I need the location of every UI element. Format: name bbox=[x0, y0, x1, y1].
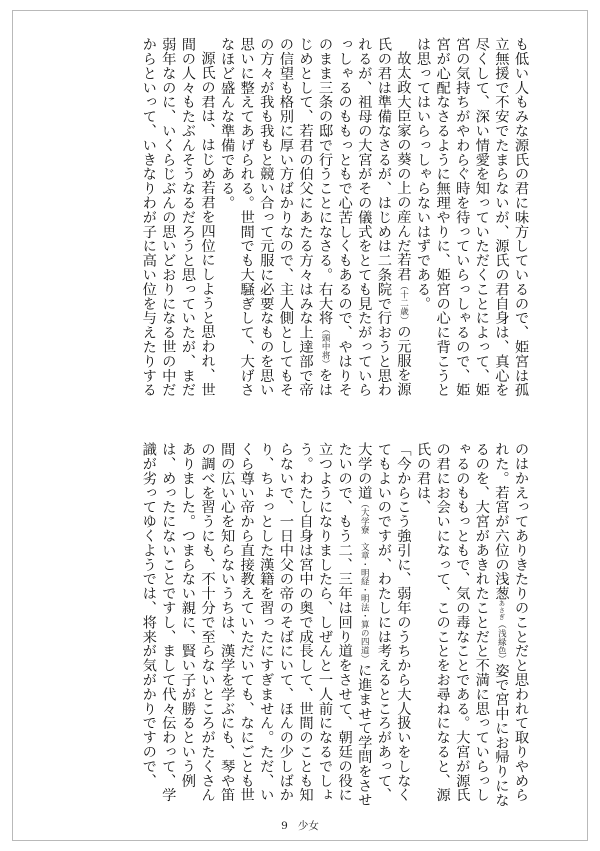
paragraph bbox=[412, 442, 530, 812]
paragraph bbox=[138, 37, 216, 407]
upper-text-block bbox=[76, 37, 530, 407]
ruby-annotation: あさぎ bbox=[497, 600, 506, 621]
inline-note: （頭中将） bbox=[320, 325, 331, 368]
chapter-title: 少女 bbox=[297, 820, 319, 832]
inline-note: （大学寮 文章・明経・明法・算の四道） bbox=[359, 499, 370, 664]
page-footer bbox=[0, 820, 600, 832]
paragraph-text: をはじめとして、若君の伯父にあたる方々はみな上達部で帝の信望も格別に厚い方ばかりなので、主人側としてもその方々が我も我もと競い合って元服に必要なものを思い思いに整えてあげられる。世間でも大騒ぎして、大げさなほど盛んな準備である。 bbox=[219, 37, 334, 397]
paragraph bbox=[138, 442, 412, 812]
paragraph-text: 故太政大臣家の葵の上の産んだ若君 bbox=[395, 51, 412, 282]
paragraph-text: のはかえってありきたりのことだと思われて取りやめられた。若宮が六位の浅葱 bbox=[493, 442, 529, 802]
inline-note: （浅緑色） bbox=[496, 620, 507, 664]
inline-note: （十二歳） bbox=[398, 281, 409, 325]
paragraph-text: 源氏の君は、はじめ若君を四位にしようと思われ、世間の人々もたぶんそうなるだろうと思っていたが、まだ弱年なのに、いくらじぶんの思いどおりになる世の中だからといって、いきなりわが子に高い位を与えたりする bbox=[140, 37, 216, 397]
paragraph bbox=[217, 37, 413, 407]
lower-text-block bbox=[76, 442, 530, 812]
paragraph bbox=[412, 37, 530, 407]
paragraph-text: 姿で宮中にお帰りになるのを、大宮があきれたことだと不満に思っていらっしゃるのももっともで、気の毒なことである。大宮が源氏の君にお会いになって、このことをお尋ねになると、源氏の君は、 bbox=[415, 442, 510, 808]
paragraph-text: 「今からこう強引に、弱年のうちから大人扱いをしなくてもよいのですが、わたしには考えるところがあって、大学の道 bbox=[356, 442, 412, 802]
paragraph-text: に進ませて学問をさせたいので、もう二、三年は回り道をさせて、朝廷の役に立つようになりましたら、しぜんと一人前になるでしょう。わたし自身は宮中の奥で成長して、世間のことも知らないで、一日中父の帝のそばにいて、ほんの少しばかり、ちょっとした漢籍を習ったにすぎません。ただ、いくら尊い帝から直接教えていただいても、なにごとも世間の広い心を知らないうちは、漢学を学ぶにも、琴や笛の調べを習うにも、不十分で至らないところがたくさんありました。つまらない親に、賢い子が勝るという例は、めったにないことですし、まして代々伝わって、学識が劣ってゆくようでは、将来が気がかりですので、 bbox=[140, 442, 373, 808]
paragraph-text: の元服を源氏の君は準備なさるが、はじめは二条院で行おうと思われるが、祖母の大宮がその儀式をとても見たがっていらっしゃるのももっともで心苦しくもあるので、やはりそのまま三条の邸で行うことになさる。右大将 bbox=[317, 37, 412, 397]
paragraph-text: も低い人もみな源氏の君に味方しているので、姫宮は孤立無援で不安でたまらないが、源氏の君自身は、真心を尽くして、深い情愛を知っていただくことによって、姫宮の気持ちがやわらぐ時を待っていらっしゃるので、姫宮が心配なさるように無理やりに、姫宮の心に背こうとは思ってはいらっしゃらないはずである。 bbox=[415, 37, 529, 397]
page-number: 9 bbox=[281, 820, 288, 832]
